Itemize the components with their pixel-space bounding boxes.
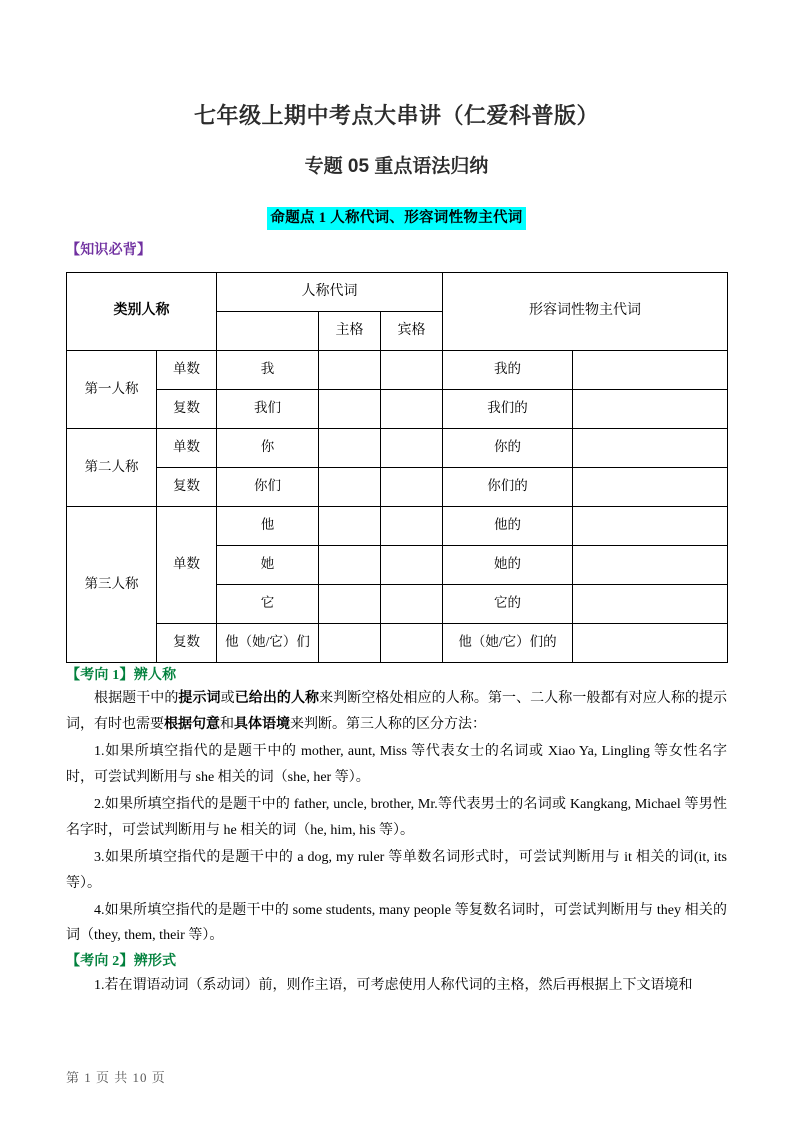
cell-pronoun: 她 <box>217 545 319 584</box>
cell-possessive: 我的 <box>443 350 573 389</box>
cell-object-case <box>381 623 443 662</box>
cell-object-case <box>381 584 443 623</box>
table-row <box>67 623 728 662</box>
cell-pronoun: 你 <box>217 428 319 467</box>
row-number-label: 复数 <box>157 467 217 506</box>
row-number-label: 单数 <box>157 506 217 623</box>
cell-possessive-en <box>573 506 728 545</box>
header-category: 类别人称 <box>67 272 217 350</box>
section-label: 【考向 2】辨形式 <box>66 954 177 970</box>
point-heading-container <box>66 179 727 230</box>
emphasis-text: 已给出的人称 <box>234 691 320 707</box>
row-person-label: 第二人称 <box>67 428 157 506</box>
paragraph-text: 或 <box>220 691 235 707</box>
cell-pronoun: 我 <box>217 350 319 389</box>
table-row <box>67 389 728 428</box>
body-paragraph <box>66 791 727 844</box>
cell-possessive-en <box>573 428 728 467</box>
paragraph-text: 4.如果所填空指代的是题干中的 some students, many people 等复数名词时，可尝试判断用与 they 相关的词（they, them, their 等）。 <box>66 902 727 944</box>
section-label: 【考向 1】辨人称 <box>66 667 177 683</box>
cell-possessive: 你们的 <box>443 467 573 506</box>
pronoun-table <box>66 272 728 663</box>
paragraph-text: 1.若在谓语动词（系动词）前，则作主语，可考虑使用人称代词的主格，然后再根据上下文语境和 <box>94 978 693 994</box>
table-row <box>67 428 728 467</box>
row-number-label: 复数 <box>157 389 217 428</box>
cell-object-case <box>381 428 443 467</box>
cell-object-case <box>381 545 443 584</box>
row-number-label: 单数 <box>157 428 217 467</box>
cell-pronoun: 它 <box>217 584 319 623</box>
body-paragraph <box>66 738 727 791</box>
cell-possessive: 它的 <box>443 584 573 623</box>
paragraph-text: 来判断空格处相应的人称。第一、二人称一般都有对应人称的提示词，有时也需要 <box>66 691 728 733</box>
row-number-label: 复数 <box>157 623 217 662</box>
cell-possessive-en <box>573 584 728 623</box>
cell-subject-case <box>319 389 381 428</box>
table-row <box>67 467 728 506</box>
cell-pronoun: 你们 <box>217 467 319 506</box>
cell-possessive: 她的 <box>443 545 573 584</box>
paragraph-text: 1.如果所填空指代的是题干中的 mother, aunt, Miss 等代表女士的名词或 Xiao Ya, Lingling 等女性名字时，可尝试判断用与 she 相关的词（she, her 等）。 <box>66 744 727 786</box>
cell-subject-case <box>319 584 381 623</box>
cell-possessive-en <box>573 545 728 584</box>
cell-possessive-en <box>573 467 728 506</box>
cell-possessive: 我们的 <box>443 389 573 428</box>
header-possessive-adjective: 形容词性物主代词 <box>443 272 728 350</box>
cell-possessive: 他的 <box>443 506 573 545</box>
knowledge-label: 【知识必背】 <box>66 243 152 259</box>
cell-object-case <box>381 389 443 428</box>
cell-subject-case <box>319 350 381 389</box>
row-person-label: 第三人称 <box>67 506 157 662</box>
header-pronoun-blank <box>217 311 319 350</box>
cell-subject-case <box>319 428 381 467</box>
header-subject-case: 主格 <box>319 311 381 350</box>
paragraph-text: 根据题干中的 <box>94 691 179 707</box>
emphasis-text: 根据句意 <box>164 717 220 733</box>
cell-pronoun: 他 <box>217 506 319 545</box>
header-personal-pronoun: 人称代词 <box>217 272 443 311</box>
table-row <box>67 350 728 389</box>
paragraph-text: 3.如果所填空指代的是题干中的 a dog, my ruler 等单数名词形式时，可尝试判断用与 it 相关的词(it, its 等）。 <box>66 849 727 891</box>
page-title: 七年级上期中考点大串讲（仁爱科普版） <box>193 103 599 128</box>
header-object-case: 宾格 <box>381 311 443 350</box>
cell-object-case <box>381 467 443 506</box>
cell-subject-case <box>319 623 381 662</box>
page-subtitle: 专题 05 重点语法归纳 <box>304 156 489 178</box>
table-header-row <box>67 272 728 311</box>
cell-possessive-en <box>573 350 728 389</box>
paragraph-text: 来判断。第三人称的区分方法： <box>290 717 486 733</box>
emphasis-text: 具体语境 <box>234 717 290 733</box>
cell-possessive-en <box>573 623 728 662</box>
body-paragraph <box>66 972 727 999</box>
cell-pronoun: 他（她/它）们 <box>217 623 319 662</box>
body-paragraph <box>66 844 727 897</box>
cell-subject-case <box>319 545 381 584</box>
cell-possessive: 你的 <box>443 428 573 467</box>
cell-object-case <box>381 506 443 545</box>
cell-subject-case <box>319 506 381 545</box>
body-paragraph <box>66 685 727 738</box>
point-heading: 命题点 1 人称代词、形容词性物主代词 <box>267 207 525 230</box>
cell-object-case <box>381 350 443 389</box>
table-row <box>67 506 728 545</box>
row-number-label: 单数 <box>157 350 217 389</box>
paragraph-text: 和 <box>220 717 234 733</box>
cell-possessive: 他（她/它）们的 <box>443 623 573 662</box>
cell-subject-case <box>319 467 381 506</box>
cell-pronoun: 我们 <box>217 389 319 428</box>
sections-container <box>66 663 727 1000</box>
page-footer: 第 1 页 共 10 页 <box>66 1070 166 1086</box>
row-person-label: 第一人称 <box>67 350 157 428</box>
paragraph-text: 2.如果所填空指代的是题干中的 father, uncle, brother, Mr.等代表男士的名词或 Kangkang, Michael 等男性名字时，可尝试判断用与 he 相关的词（he, him, his 等）。 <box>66 796 727 838</box>
body-paragraph <box>66 897 727 950</box>
cell-possessive-en <box>573 389 728 428</box>
emphasis-text: 提示词 <box>178 691 221 707</box>
